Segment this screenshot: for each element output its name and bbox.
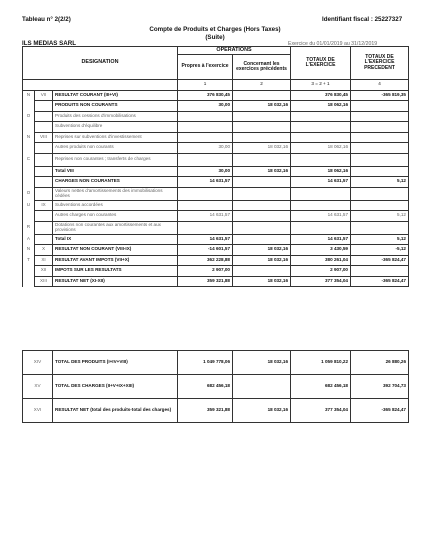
row-label: RESULTAT NET (XI-XII) [53,276,178,287]
row-code [35,177,53,188]
row-label: Subventions d'équilibre [53,122,178,133]
amount-cell: 18 032,16 [233,166,291,177]
section-letter [23,177,35,188]
row-label: TOTAL DES CHARGES (II+V+IX+XIII) [53,375,178,399]
table-row [23,143,409,154]
table-row [23,276,409,287]
amount-cell: -14 601,57 [178,245,233,256]
amount-cell [233,211,291,222]
amount-cell: 18 032,16 [233,143,291,154]
row-code: X [35,245,53,256]
amount-cell: -365 819,35 [351,90,409,101]
amount-cell [233,221,291,234]
amount-cell: -365 824,47 [351,255,409,266]
amount-cell: -365 824,47 [351,399,409,423]
section-letter [23,101,35,112]
amount-cell [351,166,409,177]
concernant-header: Concernant les exercices précédents [233,55,291,80]
amount-cell: 3 430,59 [291,245,351,256]
amount-cell: 14 631,57 [178,177,233,188]
section-letter: N [23,245,35,256]
amount-cell [291,187,351,200]
row-label: CHARGES NON COURANTES [53,177,178,188]
amount-cell [178,153,233,166]
section-letter [23,166,35,177]
amount-cell [233,187,291,200]
operations-header: OPERATIONS [178,47,291,55]
table-row [23,153,409,166]
section-letter [23,266,35,277]
column-index-row: 1 2 3 = 2 + 1 4 [23,80,409,91]
row-code: XVI [23,399,53,423]
row-code: IX [35,200,53,211]
period: Exercice du 01/01/2019 au 31/12/2019 [288,41,378,47]
amount-cell: 26 880,26 [351,351,409,375]
amount-cell: 18 032,16 [233,101,291,112]
amount-cell [291,122,351,133]
row-label: Autres produits non courants [53,143,178,154]
amount-cell [291,132,351,143]
amount-cell [291,153,351,166]
totals-row [23,375,409,399]
amount-cell: 30,00 [178,101,233,112]
amount-cell [351,132,409,143]
table-row [23,132,409,143]
amount-cell [291,200,351,211]
section-letter: R [23,221,35,234]
amount-cell [351,221,409,234]
amount-cell: 2 907,00 [178,266,233,277]
row-label: Total IX [53,234,178,245]
amount-cell [233,266,291,277]
amount-cell: 376 830,45 [178,90,233,101]
precedent-header: TOTAUX DE L'EXERCICE PRECEDENT [351,47,409,80]
amount-cell [178,132,233,143]
row-label: RESULTAT COURANT (III+VI) [53,90,178,101]
amount-cell: 18 032,16 [233,276,291,287]
document-subtitle: (Suite) [205,34,225,41]
amount-cell [351,200,409,211]
amount-cell [291,221,351,234]
amount-cell: 14 631,57 [291,234,351,245]
row-label: Reprises non courantes ; transferts de charges [53,153,178,166]
amount-cell: 30,00 [178,143,233,154]
table-row [23,122,409,133]
table-row [23,234,409,245]
row-label: Dotations non courantes aux amortissements et aux provisions [53,221,178,234]
amount-cell [178,122,233,133]
table-row [23,90,409,101]
section-letter [23,276,35,287]
table-row [23,245,409,256]
totaux-header: TOTAUX DE L'EXERCICE [291,47,351,80]
table-row [23,211,409,222]
amount-cell: 5,12 [351,211,409,222]
row-code: XII [35,266,53,277]
row-label: RESULTAT NET (total des produits-total des charges) [53,399,178,423]
table-row [23,111,409,122]
amount-cell [351,143,409,154]
header-row [23,47,409,55]
amount-cell: 380 261,04 [291,255,351,266]
table-row [23,266,409,277]
amount-cell [233,153,291,166]
amount-cell [178,221,233,234]
company-name: ILS MEDIAS SARL [22,40,76,47]
table-row [23,221,409,234]
amount-cell: 14 631,57 [291,177,351,188]
row-label: Reprises sur subventions d'investissement [53,132,178,143]
amount-cell [351,101,409,112]
table-row [23,177,409,188]
section-letter: A [23,234,35,245]
row-label: PRODUITS NON COURANTS [53,101,178,112]
amount-cell: 5,12 [351,234,409,245]
amount-cell [233,177,291,188]
amount-cell: 377 354,04 [291,399,351,423]
section-letter [23,211,35,222]
fiscal-id: Identifiant fiscal : 25227327 [322,16,403,23]
section-letter: O [23,111,35,122]
row-label: Subventions accordées [53,200,178,211]
section-letter: T [23,255,35,266]
amount-cell: 359 321,88 [178,399,233,423]
designation-header: DESIGNATION [23,47,178,80]
row-code: VIII [35,132,53,143]
row-label: Autres charges non courantes [53,211,178,222]
row-code [35,143,53,154]
amount-cell: 5,12 [351,177,409,188]
section-letter: N [23,90,35,101]
amount-cell: 682 456,18 [178,375,233,399]
amount-cell: 18 032,16 [233,255,291,266]
amount-cell: 18 062,16 [291,101,351,112]
amount-cell [233,90,291,101]
amount-cell: 682 456,18 [291,375,351,399]
income-statement-table [22,46,409,287]
amount-cell [351,122,409,133]
row-code: XIV [23,351,53,375]
row-label: RESULTAT NON COURANT (VIII-IX) [53,245,178,256]
amount-cell: 18 032,16 [233,245,291,256]
row-code [35,234,53,245]
section-letter: C [23,153,35,166]
row-label: Valeurs nettes d'amortissements des immobilisations cédées [53,187,178,200]
document-title: Compte de Produits et Charges (Hors Taxes) [149,26,281,33]
amount-cell [351,187,409,200]
amount-cell [233,122,291,133]
amount-cell [233,111,291,122]
amount-cell [178,187,233,200]
table-row [23,187,409,200]
row-code [35,111,53,122]
section-letter: N [23,132,35,143]
table-row [23,166,409,177]
row-code [35,122,53,133]
table-row [23,200,409,211]
amount-cell: 18 032,16 [233,399,291,423]
amount-cell: 362 228,88 [178,255,233,266]
row-code: VII [35,90,53,101]
amount-cell: 2 907,00 [291,266,351,277]
row-code [35,153,53,166]
amount-cell: 392 704,73 [351,375,409,399]
amount-cell: 377 354,04 [291,276,351,287]
section-letter: O [23,187,35,200]
amount-cell [178,200,233,211]
amount-cell: 14 631,57 [291,211,351,222]
amount-cell: 14 631,57 [178,234,233,245]
row-label: Total VIII [53,166,178,177]
amount-cell [351,111,409,122]
row-label: IMPOTS SUR LES RESULTATS [53,266,178,277]
row-code: XV [23,375,53,399]
table-reference: Tableau n° 2(2/2) [22,16,71,23]
amount-cell: 18 062,16 [291,143,351,154]
row-code [35,187,53,200]
table-row [23,101,409,112]
propres-header: Propres à l'exercice [178,55,233,80]
amount-cell [178,111,233,122]
row-code: XI [35,255,53,266]
row-label: RESULTAT AVANT IMPOTS (VII+X) [53,255,178,266]
amount-cell [233,132,291,143]
amount-cell: 359 321,88 [178,276,233,287]
amount-cell: 18 032,16 [233,351,291,375]
row-label: TOTAL DES PRODUITS (I+IV+VIII) [53,351,178,375]
amount-cell [233,375,291,399]
table-row [23,255,409,266]
amount-cell [291,111,351,122]
row-label: Produits des cessions d'immobilisations [53,111,178,122]
amount-cell: 376 830,45 [291,90,351,101]
totals-row [23,399,409,423]
section-letter [23,122,35,133]
amount-cell: 1 059 810,22 [291,351,351,375]
amount-cell [233,234,291,245]
totals-table [22,350,409,423]
amount-cell: 14 631,57 [178,211,233,222]
row-code [35,166,53,177]
row-code [35,211,53,222]
amount-cell: -5,12 [351,245,409,256]
amount-cell: 30,00 [178,166,233,177]
row-code [35,221,53,234]
amount-cell [351,153,409,166]
section-letter [23,143,35,154]
amount-cell: 18 062,16 [291,166,351,177]
amount-cell [351,266,409,277]
row-code [35,101,53,112]
row-code: XIII [35,276,53,287]
totals-row [23,351,409,375]
amount-cell: -365 824,47 [351,276,409,287]
section-letter: U [23,200,35,211]
amount-cell: 1 049 778,06 [178,351,233,375]
amount-cell [233,200,291,211]
